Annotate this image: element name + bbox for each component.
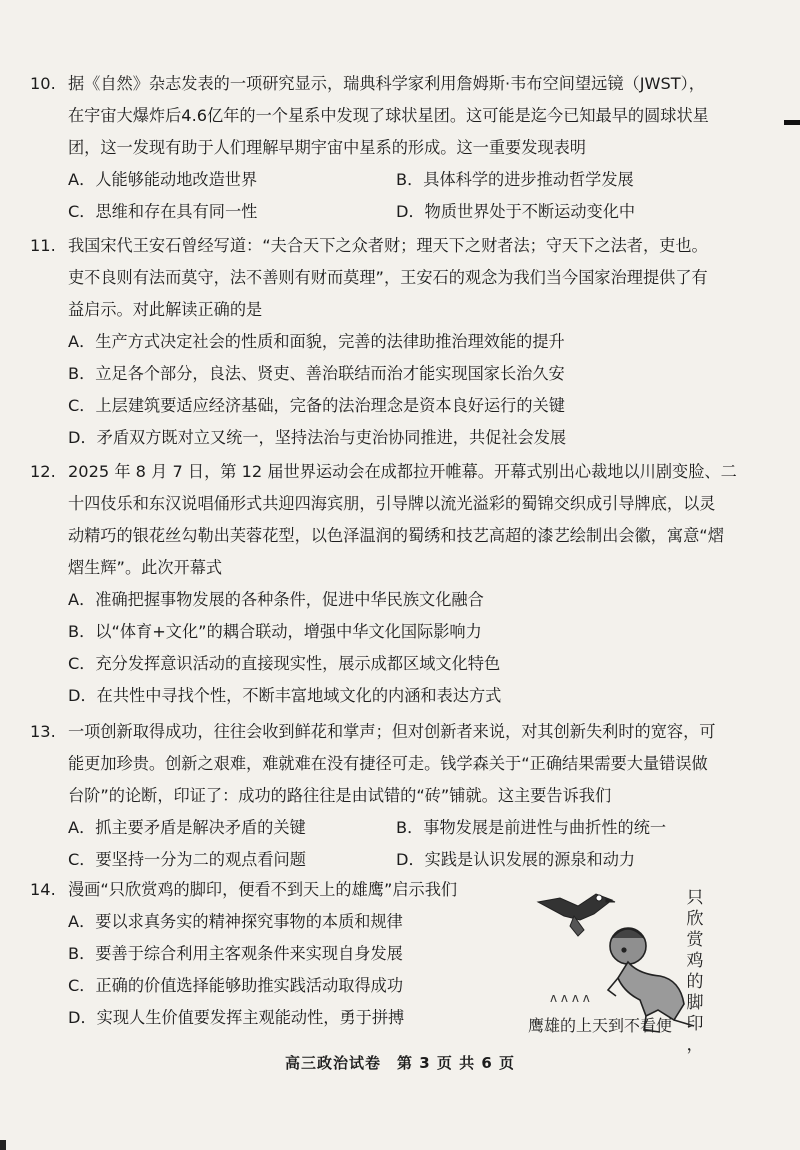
option-b: B．以“体育+文化”的耦合联动，增强中华文化国际影响力: [68, 622, 482, 641]
option-b: B．立足各个部分，良法、贤吏、善治联结而治才能实现国家长治久安: [68, 364, 565, 383]
option-a: A．准确把握事物发展的各种条件，促进中华民族文化融合: [68, 590, 484, 609]
question-number: 10.: [30, 74, 56, 93]
option-d: D．物质世界处于不断运动变化中: [396, 202, 636, 221]
question-14: [30, 874, 500, 1034]
option-c: C．要坚持一分为二的观点看问题: [68, 850, 306, 869]
question-13: [30, 716, 782, 876]
footprints-icon: ᴧ ᴧ ᴧ ᴧ: [550, 991, 590, 1005]
eagle-icon: [538, 894, 615, 936]
option-c: C．充分发挥意识活动的直接现实性，展示成都区域文化特色: [68, 654, 501, 673]
question-stem-line: 据《自然》杂志发表的一项研究显示，瑞典科学家利用詹姆斯·韦布空间望远镜（JWST），: [68, 74, 705, 93]
option-d: D．实现人生价值要发挥主观能动性，勇于拼搏: [68, 1008, 405, 1027]
question-number: 11.: [30, 236, 56, 255]
question-stem-line: 十四伎乐和东汉说唱俑形式共迎四海宾朋，引导牌以流光溢彩的蜀锦交织成引导牌底，以灵: [68, 494, 716, 513]
option-d: D．实践是认识发展的源泉和动力: [396, 850, 636, 869]
option-c: C．思维和存在具有同一性: [68, 202, 258, 221]
question-stem-line: 在宇宙大爆炸后4.6亿年的一个星系中发现了球状星团。这可能是迄今已知最早的圆球状星: [68, 106, 709, 125]
question-stem-line: 团，这一发现有助于人们理解早期宇宙中星系的形成。这一重要发现表明: [68, 138, 586, 157]
question-stem-line: 一项创新取得成功，往往会收到鲜花和掌声；但对创新者来说，对其创新失利时的宽容，可: [68, 722, 716, 741]
question-stem-line: 我国宋代王安石曾经写道：“夫合天下之众者财；理天下之财者法；守天下之法者，吏也。: [68, 236, 708, 255]
question-number: 13.: [30, 722, 56, 741]
question-stem-line: 2025 年 8 月 7 日，第 12 届世界运动会在成都拉开帷幕。开幕式别出心裁地以川剧变脸、二: [68, 462, 737, 481]
question-number: 14.: [30, 880, 56, 899]
option-c: C．正确的价值选择能够助推实践活动取得成功: [68, 976, 404, 995]
question-number: 12.: [30, 462, 56, 481]
question-stem-line: 益启示。对此解读正确的是: [68, 300, 263, 319]
cartoon-side-text: 只 欣 赏 鸡 的 脚 印 ，: [686, 888, 704, 1055]
option-b: B．具体科学的进步推动哲学发展: [396, 170, 634, 189]
option-d: D．在共性中寻找个性，不断丰富地域文化的内涵和表达方式: [68, 686, 502, 705]
option-a: A．人能够能动地改造世界: [68, 170, 258, 189]
question-stem-line: 动精巧的银花丝勾勒出芙蓉花型，以色泽温润的蜀绣和技艺高超的漆艺绘制出会徽，寓意“熠: [68, 526, 724, 545]
scan-mark: [0, 1140, 6, 1150]
option-a: A．抓主要矛盾是解决矛盾的关键: [68, 818, 306, 837]
option-a: A．要以求真务实的精神探究事物的本质和规律: [68, 912, 403, 931]
question-10: [30, 68, 782, 228]
option-b: B．事物发展是前进性与曲折性的统一: [396, 818, 667, 837]
option-b: B．要善于综合利用主客观条件来实现自身发展: [68, 944, 403, 963]
page-footer: 高三政治试卷 第 3 页 共 6 页: [285, 1054, 515, 1072]
option-d: D．矛盾双方既对立又统一，坚持法治与吏治协同推进，共促社会发展: [68, 428, 567, 447]
cartoon-caption: 鹰雄的上天到不看便: [528, 1016, 673, 1035]
question-stem-line: 吏不良则有法而莫守，法不善则有财而莫理”，王安石的观念为我们当今国家治理提供了有: [68, 268, 708, 287]
question-stem-line: 能更加珍贵。创新之艰难，难就难在没有捷径可走。钱学森关于“正确结果需要大量错误做: [68, 754, 708, 773]
option-a: A．生产方式决定社会的性质和面貌，完善的法律助推治理效能的提升: [68, 332, 565, 351]
question-stem-line: 漫画“只欣赏鸡的脚印，便看不到天上的雄鹰”启示我们: [68, 880, 458, 899]
question-12: [30, 456, 782, 712]
question-stem-line: 熠生辉”。此次开幕式: [68, 558, 223, 577]
question-11: [30, 230, 782, 454]
question-stem-line: 台阶”的论断，印证了：成功的路往往是由试错的“砖”铺就。这主要告诉我们: [68, 786, 612, 805]
margin-mark: [784, 120, 800, 125]
option-c: C．上层建筑要适应经济基础，完备的法治理念是资本良好运行的关键: [68, 396, 565, 415]
